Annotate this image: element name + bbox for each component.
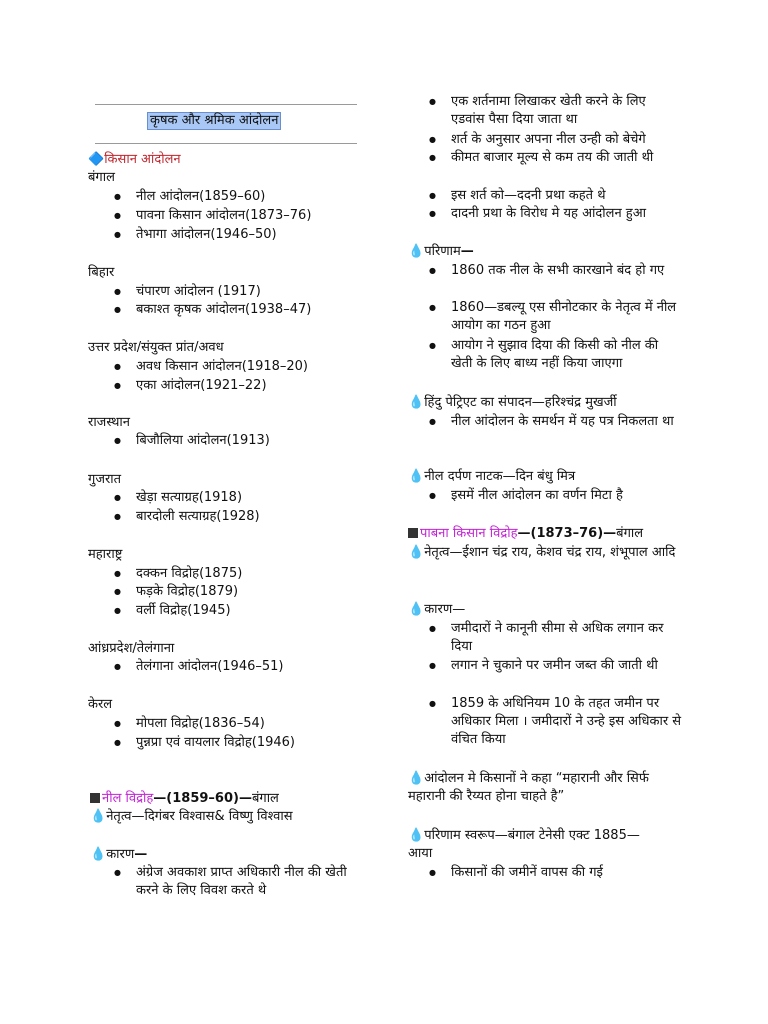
droplet-icon: 💧 [408, 545, 425, 560]
list-item: ● 1860—डबल्यू एस सीनोटकार के नेतृत्व में नील आयोग का गठन हुआ [451, 299, 683, 335]
region-label: केरल [88, 697, 113, 712]
list-item: ● फड़के विद्रोह(1879) [136, 583, 238, 601]
neel-heading: नील विद्रोह—(1859–60)—बंगाल [90, 790, 279, 808]
list-item: ● तेभागा आंदोलन(1946–50) [136, 226, 277, 244]
droplet-icon: 💧 [90, 847, 107, 862]
list-item: ● शर्त के अनुसार अपना नील उन्ही को बेचेगे [451, 131, 683, 149]
region-label: गुजरात [88, 472, 122, 487]
list-item: ● किसानों की जमीनें वापस की गई [451, 864, 683, 882]
region-label: उत्तर प्रदेश/संयुक्त प्रांत/अवध [88, 340, 224, 355]
list-item: ● 1860 तक नील के सभी कारखाने बंद हो गए [451, 262, 683, 280]
region-label: बंगाल [88, 170, 115, 185]
list-item: ● नील आंदोलन के समर्थन में यह पत्र निकलता था [451, 413, 683, 431]
list-item: ● तेलंगाना आंदोलन(1946–51) [136, 658, 283, 676]
neel-leader: 💧नेतृत्व—दिगंबर विश्वास& विष्णु विश्वास [90, 809, 293, 824]
region-label: राजस्थान [88, 415, 131, 430]
list-item: ● लगान ने चुकाने पर जमीन जब्त की जाती थी [451, 657, 683, 675]
list-item: ● एक शर्तनामा लिखाकर खेती करने के लिए एडवांस पैसा दिया जाता था [451, 93, 683, 129]
list-item: ● खेड़ा सत्याग्रह(1918) [136, 489, 242, 507]
list-item: ● बकाश्त कृषक आंदोलन(1938–47) [136, 301, 311, 319]
list-item: ● पावना किसान आंदोलन(1873–76) [136, 207, 311, 225]
neel-darpan-line: 💧नील दर्पण नाटक—दिन बंधु मित्र [408, 469, 576, 484]
list-item: ● चंपारण आंदोलन (1917) [136, 283, 261, 301]
pabna-leader: 💧नेतृत्व—ईशान चंद्र राय, केशव चंद्र राय, शंभूपाल आदि [408, 545, 676, 560]
list-item: ● वर्ली विद्रोह(1945) [136, 602, 231, 620]
list-item: ● जमीदारों ने कानूनी सीमा से अधिक लगान कर दिया [451, 620, 683, 656]
pabna-result: 💧परिणाम स्वरूप—बंगाल टेनेसी एक्ट 1885—आया [408, 828, 640, 861]
droplet-icon: 💧 [408, 469, 425, 484]
square-icon [90, 793, 100, 803]
page-title: कृषक और श्रमिक आंदोलन [147, 112, 281, 130]
region-label: बिहार [88, 265, 115, 280]
list-item: ● अवध किसान आंदोलन(1918–20) [136, 358, 308, 376]
list-item: ● अंग्रेज अवकाश प्राप्त अधिकारी नील की खेती करने के लिए विवश करते थे [136, 864, 356, 900]
list-item: ● पुन्नप्रा एवं वायलार विद्रोह(1946) [136, 734, 295, 752]
diamond-icon: 🔷 [88, 152, 105, 167]
hindu-patriot-line: 💧हिंदु पेट्रिएट का संपादन—हरिश्चंद्र मुखर्जी [408, 395, 617, 410]
list-item: ● दादनी प्रथा के विरोध मे यह आंदोलन हुआ [451, 205, 683, 223]
droplet-icon: 💧 [408, 828, 425, 843]
pabna-heading: पाबना किसान विद्रोह—(1873–76)—बंगाल [408, 525, 643, 543]
title-rule-top [95, 104, 357, 105]
droplet-icon: 💧 [408, 244, 425, 259]
droplet-icon: 💧 [408, 602, 425, 617]
list-item: ● मोपला विद्रोह(1836–54) [136, 715, 265, 733]
region-label: महाराष्ट्र [88, 547, 123, 562]
list-item: ● नील आंदोलन(1859–60) [136, 188, 265, 206]
list-item: ● आयोग ने सुझाव दिया की किसी को नील की खेती के लिए बाध्य नहीं किया जाएगा [451, 337, 683, 373]
list-item: ● 1859 के अधिनियम 10 के तहत जमीन पर अधिकार मिला । जमीदारों ने उन्हे इस अधिकार से वंचित किया [451, 695, 683, 749]
title-rule-bottom [95, 143, 357, 144]
list-item: ● बारदोली सत्याग्रह(1928) [136, 508, 260, 526]
neel-cause-label: 💧कारण— [90, 847, 148, 862]
pabna-cause-label: 💧कारण— [408, 602, 466, 617]
droplet-icon: 💧 [408, 771, 425, 786]
section-heading: 🔷किसान आंदोलन [88, 152, 181, 167]
droplet-icon: 💧 [90, 809, 107, 824]
region-label: आंध्रप्रदेश/तेलंगाना [88, 641, 175, 656]
list-item: ● कीमत बाजार मूल्य से कम तय की जाती थी [451, 149, 683, 167]
list-item: ● इस शर्त को—ददनी प्रथा कहते थे [451, 187, 683, 205]
pabna-quote: 💧आंदोलन मे किसानों ने कहा “महारानी और सिर्फ महारानी की रैय्यत होना चाहते है” [408, 771, 649, 804]
result-label: 💧परिणाम— [408, 244, 474, 259]
droplet-icon: 💧 [408, 395, 425, 410]
list-item: ● एका आंदोलन(1921–22) [136, 377, 267, 395]
list-item: ● इसमें नील आंदोलन का वर्णन मिटा है [451, 487, 683, 505]
square-icon [408, 528, 418, 538]
list-item: ● बिजौलिया आंदोलन(1913) [136, 432, 270, 450]
list-item: ● दक्कन विद्रोह(1875) [136, 565, 242, 583]
